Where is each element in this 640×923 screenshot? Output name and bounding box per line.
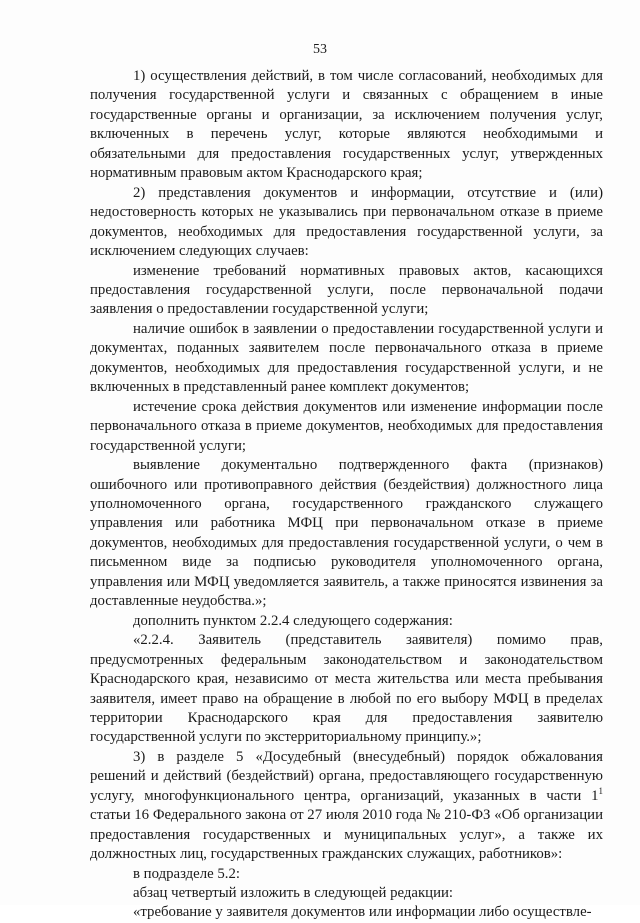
paragraph-2: 2) представления документов и информации, отсутствие и (или) недостоверность которых не указывались при первоначальном отказе в приеме документов, необходимых для предоставления государственной услуги, за исключением следующих случаев: [90, 184, 603, 260]
paragraph-fourth-abzac: абзац четвертый изложить в следующей редакции: [133, 885, 454, 902]
paragraph-7: дополнить пунктом 2.2.4 следующего содержания: [133, 612, 453, 629]
superscript-one: 1 [598, 785, 603, 796]
paragraph-requirement: «требование у заявителя документов или информации либо осуществле- [133, 904, 592, 921]
paragraph-1: 1) осуществления действий, в том числе согласований, необходимых для получения государственной услуги и связанных с обращением в иные государственные органы и организации, за исключением получения услуг, включенных в перечень услуг, которые являются необходимыми и обязательными для предоставления государственных услуг, утвержденных нормативным правовым актом Краснодарского края; [90, 68, 603, 182]
paragraph-6: выявление документально подтвержденного факта (признаков) ошибочного или противоправного действия (бездействия) должностного лица уполномоченного органа, государственного гражданского служащего управления или работника МФЦ при первоначальном отказе в приеме документов, необходимых для предоставления государственной услуги, о чем в письменном виде за подписью руководителя уполномоченного органа, управления или МФЦ уведомляется заявитель, а также приносятся извинения за доставленные неудобства.»; [90, 457, 603, 610]
paragraph-5: истечение срока действия документов или изменение информации после первоначального отказа в приеме документов, необходимых для предоставления государственной услуги; [90, 398, 603, 454]
paragraph-8: «2.2.4. Заявитель (представитель заявителя) помимо прав, предусмотренных федеральным законодательством и законодательством Краснодарского края, независимо от места жительства или места пребывания заявителя, имеет право на обращение в любой по его выбору МФЦ в пределах территории Краснодарского края для предоставления заявителю государственной услуги по экстерриториальному принципу.»; [90, 632, 603, 746]
paragraph-section-3-part-b: статьи 16 Федерального закона от 27 июля 2010 года № 210-ФЗ «Об организации предоставления государственных и муниципальных услуг», а также их должностных лиц, государственных гражданских служащих, работников»: [90, 807, 603, 863]
paragraph-section-3 [90, 748, 603, 865]
paragraph-subsection: в подразделе 5.2: [133, 865, 241, 882]
paragraph-4: наличие ошибок в заявлении о предоставлении государственной услуги и документах, поданных заявителем после первоначального отказа в приеме документов, необходимых для предоставления государственной услуги, и не включенных в представленный ранее комплект документов; [90, 320, 603, 396]
page-number: 53 [313, 42, 327, 57]
document-body [90, 67, 603, 923]
paragraph-section-3-part-a: 3) в разделе 5 «Досудебный (внесудебный) порядок обжалования решений и действий (бездействий) органа, предоставляющего государственную услугу, многофункционального центра, организаций, указанных в части 1 [90, 748, 603, 804]
paragraph-3: изменение требований нормативных правовых актов, касающихся предоставления государственной услуги, после первоначальной подачи заявления о предоставлении государственной услуги; [90, 262, 603, 318]
